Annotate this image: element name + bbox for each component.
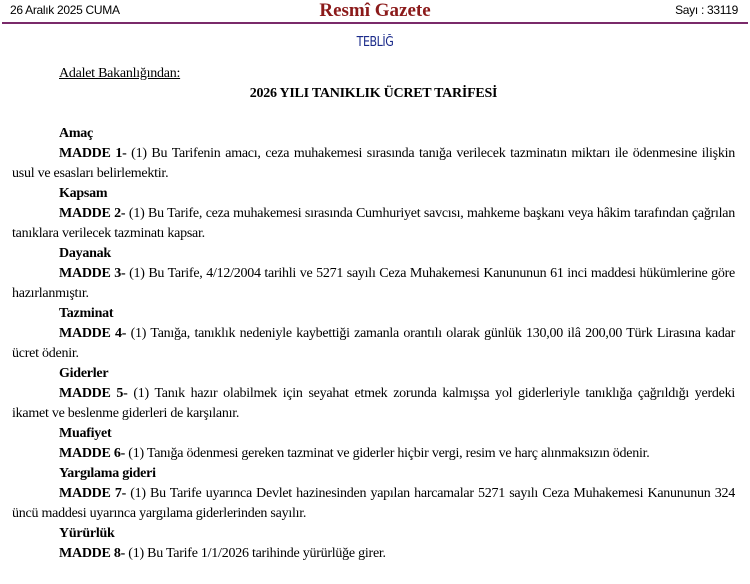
article-paragraph: [12, 384, 735, 424]
article-text: (1) Bu Tarife 1/1/2026 tarihinde yürürlüğe girer.: [125, 546, 386, 561]
article-text: (1) Tanığa ödenmesi gereken tazminat ve giderler hiçbir vergi, resim ve harç alınmaksızın ödenir.: [125, 446, 650, 461]
article-label: MADDE 7-: [59, 486, 127, 501]
section-type: TEBLİĞ: [356, 35, 394, 50]
institution: Adalet Bakanlığından:: [59, 66, 181, 81]
document-title: 2026 YILI TANIKLIK ÜCRET TARİFESİ: [249, 86, 498, 101]
article-label: MADDE 8-: [59, 546, 126, 561]
gazette-header: [0, 0, 750, 23]
article-heading: Yargılama gideri: [59, 466, 156, 481]
issue-number: Sayı : 33119: [675, 3, 738, 17]
article-heading: Muafiyet: [59, 426, 112, 441]
article-heading: Tazminat: [59, 306, 114, 321]
article-label: MADDE 1-: [59, 146, 127, 161]
article-label: MADDE 5-: [59, 386, 128, 401]
article-label: MADDE 4-: [59, 326, 127, 341]
article-heading: Amaç: [59, 126, 93, 141]
article-text: (1) Bu Tarifenin amacı, ceza muhakemesi sırasında tanığa verilecek tazminatın miktarı ile ödenmesine ilişkin usul ve esasları belirlemektir.: [12, 146, 735, 181]
article-paragraph: [12, 264, 735, 304]
article-text: (1) Tanığa, tanıklık nedeniyle kaybettiği zamanla orantılı olarak günlük 130,00 ilâ 200,00 Türk Lirasına kadar ücret ödenir.: [12, 326, 735, 361]
document-body: [12, 64, 735, 564]
article-paragraph: [12, 444, 735, 464]
article-paragraph: [12, 204, 735, 244]
article-heading: Dayanak: [59, 246, 111, 261]
article-text: (1) Tanık hazır olabilmek için seyahat etmek zorunda kalmışsa yol giderleriyle tanıklığa çağrıldığı yerdeki ikamet ve beslenme giderleri de karşılanır.: [12, 386, 735, 421]
article-paragraph: [12, 484, 735, 524]
article-label: MADDE 6-: [59, 446, 126, 461]
issue-date: 26 Aralık 2025 CUMA: [10, 3, 120, 17]
article-paragraph: [12, 144, 735, 184]
header-divider: [2, 22, 748, 24]
gazette-title: Resmî Gazete: [319, 0, 431, 21]
article-text: (1) Bu Tarife uyarınca Devlet hazinesinden yapılan harcamalar 5271 sayılı Ceza Muhakemesi Kanununun 324 üncü maddesi uyarınca yargılama giderlerinden sayılır.: [12, 486, 735, 521]
article-paragraph: [12, 544, 735, 564]
article-heading: Giderler: [59, 366, 109, 381]
article-label: MADDE 3-: [59, 266, 126, 281]
article-text: (1) Bu Tarife, ceza muhakemesi sırasında Cumhuriyet savcısı, mahkeme başkanı veya hâkim tarafından çağrılan tanıklara verilecek tazminatı kapsar.: [12, 206, 736, 241]
article-heading: Yürürlük: [59, 526, 115, 541]
article-paragraph: [12, 324, 735, 364]
article-heading: Kapsam: [59, 186, 108, 201]
article-label: MADDE 2-: [59, 206, 126, 221]
article-text: (1) Bu Tarife, 4/12/2004 tarihli ve 5271 sayılı Ceza Muhakemesi Kanununun 61 inci maddesi hükümlerine göre hazırlanmıştır.: [12, 266, 735, 301]
